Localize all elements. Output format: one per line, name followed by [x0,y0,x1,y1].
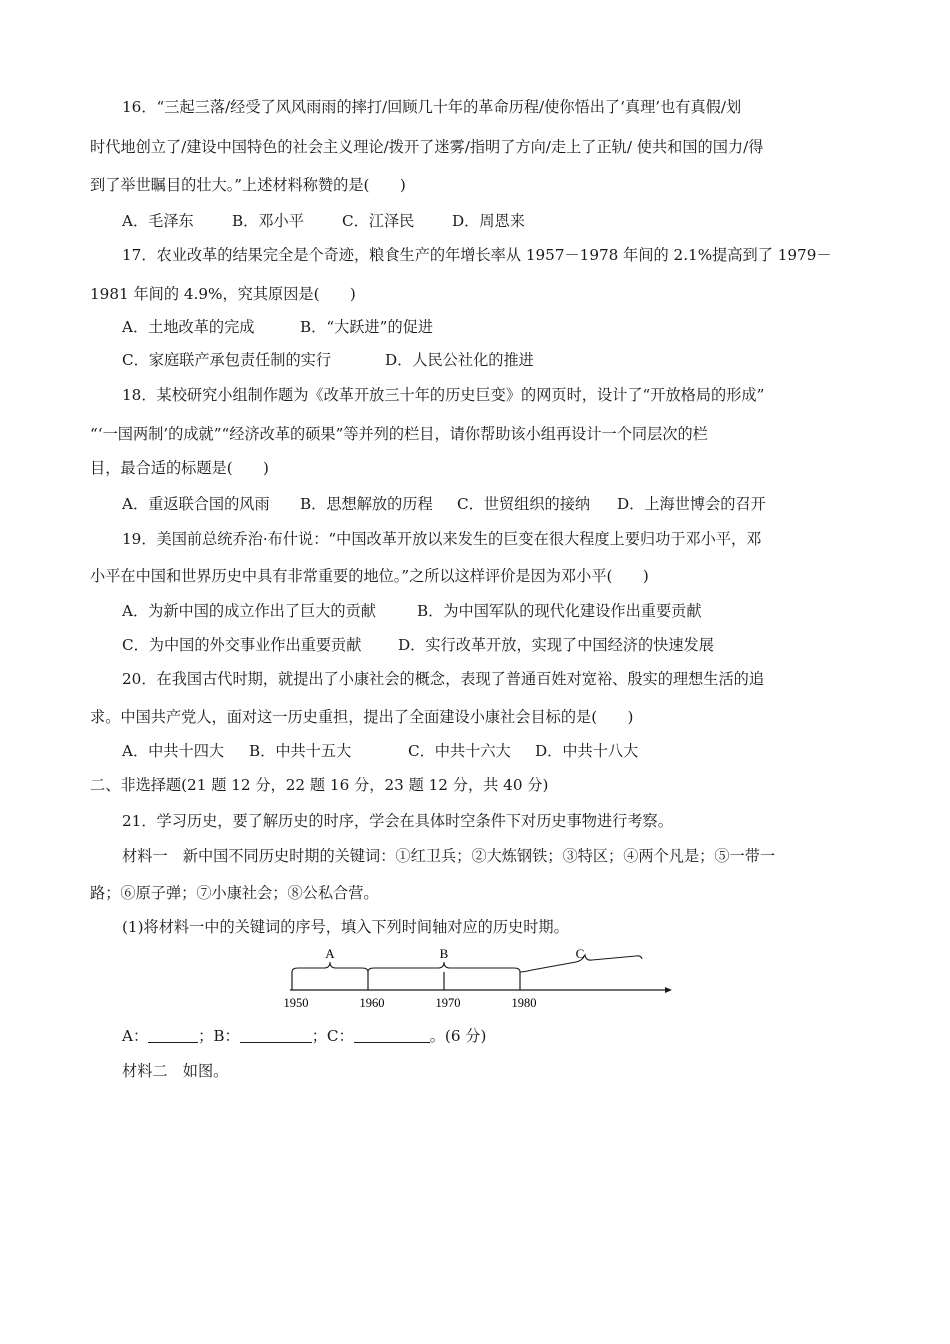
q17-option-a[interactable]: A．土地改革的完成 [122,318,255,336]
q19-option-c[interactable]: C．为中国的外交事业作出重要贡献 [122,636,362,654]
q16-option-c[interactable]: C．江泽民 [342,212,415,230]
timeline-year-1970: 1970 [435,996,461,1010]
q17-line-1: 17．农业改革的结果完全是个奇迹，粮食生产的年增长率从 1957－1978 年间的 2.1%提高到了 1979－ [122,246,832,264]
q21-answer-line [122,1026,486,1046]
q18-option-b[interactable]: B．思想解放的历程 [300,495,433,513]
q17-line-2: 1981 年间的 4.9%，究其原因是( ) [90,285,356,303]
q16-line-1: 16．“三起三落/经受了风风雨雨的摔打/回顾几十年的革命历程/使你悟出了‘真理’也有真假/划 [122,98,742,116]
timeline-label-b: B [439,946,449,961]
q16-option-d[interactable]: D．周恩来 [452,212,525,230]
timeline-year-1960: 1960 [359,996,385,1010]
q16-line-2: 时代地创立了/建设中国特色的社会主义理论/拨开了迷雾/指明了方向/走上了正轨/ 使共和国的国力/得 [90,138,764,156]
q16-option-a[interactable]: A．毛泽东 [122,212,194,230]
timeline-year-1950: 1950 [283,996,309,1010]
q21-material1-line-1: 材料一 新中国不同历史时期的关键词：①红卫兵；②大炼钢铁；③特区；④两个凡是；⑤一带一 [122,847,776,865]
answer-tail: 。(6 分) [429,1027,487,1045]
q21-material2: 材料二 如图。 [122,1062,229,1080]
q19-line-2: 小平在中国和世界历史中具有非常重要的地位。”之所以这样评价是因为邓小平( ) [90,567,649,585]
q19-option-d[interactable]: D．实行改革开放，实现了中国经济的快速发展 [398,636,714,654]
q18-line-3: 目，最合适的标题是( ) [90,459,269,477]
section-title: 二、非选择题(21 题 12 分，22 题 16 分，23 题 12 分，共 40 分) [90,776,549,794]
q18-option-d[interactable]: D．上海世博会的召开 [617,495,766,513]
q20-line-1: 20．在我国古代时期，就提出了小康社会的概念，表现了普通百姓对宽裕、殷实的理想生活的追 [122,670,765,688]
q17-option-b[interactable]: B．“大跃进”的促进 [300,318,434,336]
q16-option-b[interactable]: B．邓小平 [232,212,304,230]
q18-line-2: “‘一国两制’的成就”“经济改革的硕果”等并列的栏目，请你帮助该小组再设计一个同层次的栏 [90,425,708,443]
answer-b-label: ；B： [198,1027,240,1045]
q21-intro: 21．学习历史，要了解历史的时序，学会在具体时空条件下对历史事物进行考察。 [122,812,673,830]
timeline-year-1980: 1980 [511,996,537,1010]
q18-option-a[interactable]: A．重返联合国的风雨 [122,495,270,513]
q19-line-1: 19．美国前总统乔治·布什说：“中国改革开放以来发生的巨变在很大程度上要归功于邓小平，邓 [122,530,762,548]
answer-c-blank[interactable] [354,1028,430,1043]
answer-a-label: A： [122,1027,149,1045]
timeline-label-a: A [325,946,335,961]
q17-option-c[interactable]: C．家庭联产承包责任制的实行 [122,351,332,369]
q20-option-a[interactable]: A．中共十四大 [122,742,225,760]
q16-line-3: 到了举世瞩目的壮大。”上述材料称赞的是( ) [90,176,406,194]
q20-option-d[interactable]: D．中共十八大 [535,742,639,760]
brace-b [368,962,520,972]
q17-option-d[interactable]: D．人民公社化的推进 [385,351,534,369]
q20-option-b[interactable]: B．中共十五大 [249,742,352,760]
answer-c-label: ；C： [311,1027,354,1045]
q20-line-2: 求。中国共产党人，面对这一历史重担，提出了全面建设小康社会目标的是( ) [90,708,634,726]
q21-material1-line-2: 路；⑥原子弹；⑦小康社会；⑧公私合营。 [90,884,379,902]
brace-a [292,962,368,972]
q20-option-c[interactable]: C．中共十六大 [408,742,511,760]
q19-option-b[interactable]: B．为中国军队的现代化建设作出重要贡献 [417,602,702,620]
timeline-figure [280,946,680,1012]
answer-a-blank[interactable] [148,1028,198,1043]
q18-option-c[interactable]: C．世贸组织的接纳 [457,495,591,513]
q18-line-1: 18．某校研究小组制作题为《改革开放三十年的历史巨变》的网页时，设计了“开放格局的形成” [122,386,765,404]
timeline-arrow [665,987,672,993]
q19-option-a[interactable]: A．为新中国的成立作出了巨大的贡献 [122,602,376,620]
timeline-label-c: C [575,946,585,961]
answer-b-blank[interactable] [240,1028,312,1043]
q21-sub1: (1)将材料一中的关键词的序号，填入下列时间轴对应的历史时期。 [122,918,569,936]
